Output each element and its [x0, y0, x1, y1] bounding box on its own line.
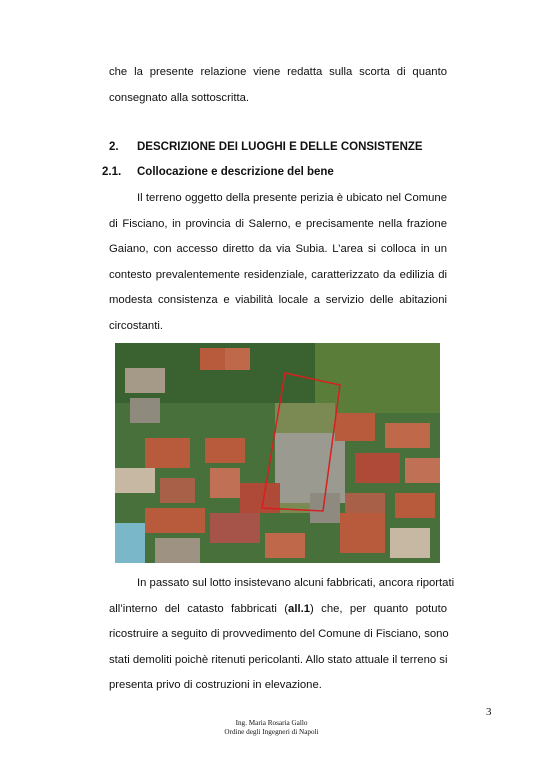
intro-line-2: consegnato alla sottoscritta.: [109, 92, 250, 104]
para1-line-3: Gaiano, con accesso diretto da via Subia. L’area si colloca in un: [109, 243, 447, 255]
para2-line-3: ricostruire a seguito di provvedimento del Comune di Fisciano, sono: [109, 628, 449, 640]
subsection-number: 2.1.: [102, 166, 122, 178]
footer-order: Ordine degli Ingegneri di Napoli: [224, 728, 319, 736]
para2-line-2: [109, 603, 447, 616]
annex-reference: all.1: [288, 603, 311, 615]
aerial-photo: [115, 343, 440, 563]
intro-line-1: che la presente relazione viene redatta sulla scorta di quanto: [109, 66, 447, 78]
subsection-title: Collocazione e descrizione del bene: [137, 166, 334, 178]
footer-author: Ing. Maria Rosaria Gallo: [235, 719, 308, 727]
para2-line-1: In passato sul lotto insistevano alcuni fabbricati, ancora riportati: [137, 577, 455, 589]
page-number: 3: [486, 706, 492, 718]
para2-line-5: presenta privo di costruzioni in elevazione.: [109, 679, 322, 691]
para1-line-6: circostanti.: [109, 320, 163, 332]
para1-line-2: di Fisciano, in provincia di Salerno, e precisamente nella frazione: [109, 218, 447, 230]
para2-line-2-post: ) che, per quanto potuto: [310, 603, 447, 615]
section-number: 2.: [109, 141, 119, 153]
para2-line-2-pre: all’interno del catasto fabbricati (: [109, 603, 289, 615]
section-title: DESCRIZIONE DEI LUOGHI E DELLE CONSISTENZE: [137, 141, 423, 153]
para1-line-1: Il terreno oggetto della presente perizia è ubicato nel Comune: [137, 192, 447, 204]
para2-line-4: stati demoliti poichè ritenuti pericolanti. Allo stato attuale il terreno si: [109, 654, 448, 666]
para1-line-5: modesta consistenza e viabilità locale a servizio delle abitazioni: [109, 294, 447, 306]
para1-line-4: contesto prevalentemente residenziale, caratterizzato da edilizia di: [109, 269, 447, 281]
